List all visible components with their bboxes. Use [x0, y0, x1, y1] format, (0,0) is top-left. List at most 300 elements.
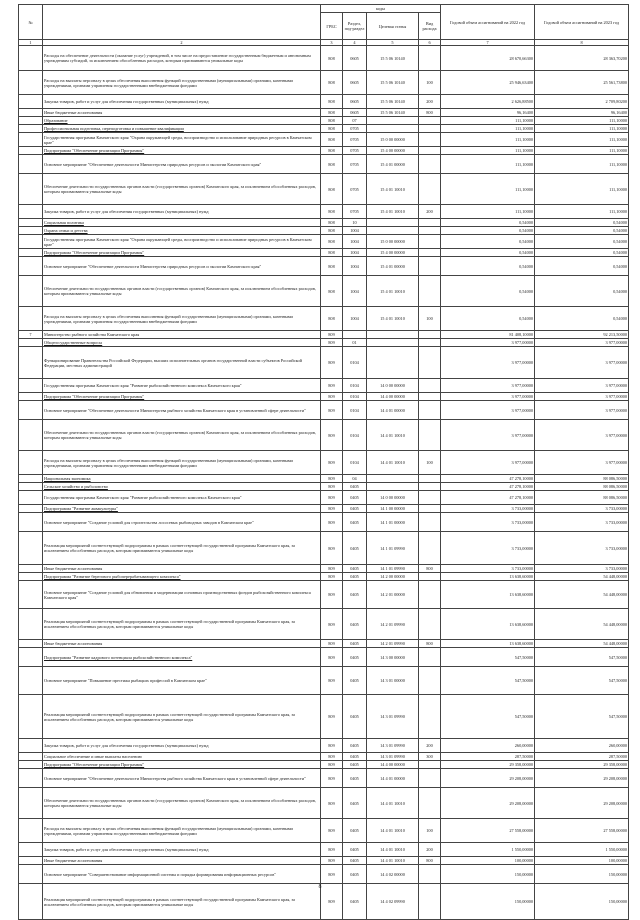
table-row	[19, 379, 629, 393]
row-vid-cell	[419, 117, 441, 125]
row-vid-cell	[419, 393, 441, 401]
table-row	[19, 276, 629, 307]
row-target-cell: 14 1 00 00000	[367, 505, 419, 513]
table-row	[19, 451, 629, 475]
row-razdel-cell: 1004	[343, 235, 367, 249]
table-row	[19, 133, 629, 147]
header-amount-2023: Годовой объем ассигнований на 2023 год	[535, 5, 629, 40]
row-vid-cell: 300	[419, 753, 441, 761]
table-row	[19, 125, 629, 133]
row-amount-2023-cell: 54 448,00000	[535, 609, 629, 640]
row-amount-2023-cell: 0,54000	[535, 219, 629, 227]
row-number-cell	[19, 667, 43, 695]
row-razdel-cell: 0405	[343, 581, 367, 609]
row-amount-2023-cell: 28 363,70200	[535, 46, 629, 71]
row-number-cell	[19, 109, 43, 117]
row-razdel-cell: 0405	[343, 739, 367, 753]
row-razdel-cell: 0104	[343, 401, 367, 420]
table-row	[19, 581, 629, 609]
row-amount-2022-cell: 81 408,10000	[441, 331, 535, 339]
index-cell: 5	[367, 40, 419, 46]
index-cell: 3	[321, 40, 343, 46]
row-vid-cell: 100	[419, 71, 441, 95]
row-name-cell: Подпрограмма "Развитие кадрового потенциала рыбохозяйственного комплекса"	[43, 648, 321, 667]
row-amount-2022-cell: 3 977,00000	[441, 401, 535, 420]
table-row	[19, 331, 629, 339]
table-row	[19, 249, 629, 257]
row-amount-2023-cell: 111,10000	[535, 174, 629, 205]
row-grbs-cell: 809	[321, 648, 343, 667]
row-vid-cell: 800	[419, 565, 441, 573]
index-cell: 1	[19, 40, 43, 46]
table-row	[19, 769, 629, 788]
row-grbs-cell: 809	[321, 843, 343, 857]
row-grbs-cell: 808	[321, 133, 343, 147]
row-target-cell	[367, 117, 419, 125]
row-amount-2022-cell: 47 278,10000	[441, 483, 535, 491]
row-amount-2023-cell: 111,10000	[535, 117, 629, 125]
table-row	[19, 117, 629, 125]
row-razdel-cell: 1004	[343, 257, 367, 276]
row-vid-cell	[419, 227, 441, 235]
row-vid-cell: 200	[419, 739, 441, 753]
row-amount-2023-cell: 287,50000	[535, 753, 629, 761]
row-vid-cell: 100	[419, 819, 441, 843]
row-name-cell: Закупка товаров, работ и услуг для обеспечения государственных (муниципальных) нужд	[43, 205, 321, 219]
row-grbs-cell: 808	[321, 46, 343, 71]
row-vid-cell	[419, 483, 441, 491]
row-name-cell: Образование	[43, 117, 321, 125]
table-row	[19, 339, 629, 347]
row-number-cell	[19, 420, 43, 451]
row-amount-2022-cell: 96,16400	[441, 109, 535, 117]
row-number-cell	[19, 573, 43, 581]
row-amount-2022-cell: 13 638,60000	[441, 573, 535, 581]
row-amount-2023-cell: 0,54000	[535, 227, 629, 235]
row-name-cell: Закупка товаров, работ и услуг для обеспечения государственных (муниципальных) нужд	[43, 739, 321, 753]
row-number-cell	[19, 581, 43, 609]
row-grbs-cell: 808	[321, 125, 343, 133]
row-target-cell: 14 1 01 09990	[367, 532, 419, 565]
row-amount-2023-cell: 88 086,50000	[535, 475, 629, 483]
row-number-cell	[19, 640, 43, 648]
row-grbs-cell: 809	[321, 420, 343, 451]
row-razdel-cell: 0405	[343, 532, 367, 565]
row-target-cell: 14 4 02 09990	[367, 884, 419, 920]
row-razdel-cell: 0405	[343, 788, 367, 819]
row-amount-2022-cell: 13 638,60000	[441, 609, 535, 640]
row-number-cell	[19, 257, 43, 276]
row-target-cell: 14 4 01 10010	[367, 788, 419, 819]
row-vid-cell	[419, 249, 441, 257]
row-vid-cell	[419, 155, 441, 174]
row-amount-2023-cell: 0,54000	[535, 235, 629, 249]
row-grbs-cell: 809	[321, 347, 343, 379]
row-amount-2023-cell: 96,16400	[535, 109, 629, 117]
row-amount-2022-cell: 111,10000	[441, 174, 535, 205]
row-name-cell: Иные бюджетные ассигнования	[43, 857, 321, 865]
row-target-cell: 15 4 01 00000	[367, 257, 419, 276]
row-amount-2022-cell: 111,10000	[441, 117, 535, 125]
table-row	[19, 147, 629, 155]
table-row	[19, 257, 629, 276]
row-target-cell: 15 5 06 10140	[367, 46, 419, 71]
header-amount-2022: Годовой объем ассигнований на 2022 год	[441, 5, 535, 40]
row-name-cell: Основное мероприятие "Повышение престижа рыбацких профессий в Камчатском крае"	[43, 667, 321, 695]
row-amount-2022-cell: 1 550,00000	[441, 843, 535, 857]
row-amount-2023-cell: 29 358,00000	[535, 761, 629, 769]
row-razdel-cell: 0405	[343, 884, 367, 920]
row-target-cell: 14 4 01 10010	[367, 420, 419, 451]
row-amount-2023-cell: 111,10000	[535, 133, 629, 147]
row-razdel-cell: 1004	[343, 307, 367, 331]
row-amount-2023-cell: 54 448,00000	[535, 581, 629, 609]
row-amount-2023-cell: 3 977,00000	[535, 347, 629, 379]
row-number-cell	[19, 695, 43, 739]
row-razdel-cell: 0705	[343, 174, 367, 205]
row-target-cell: 15 4 01 10010	[367, 174, 419, 205]
row-target-cell: 15 5 06 10140	[367, 109, 419, 117]
row-name-cell: Подпрограмма "Развитие берегового рыбоперерабатывающего комплекса"	[43, 573, 321, 581]
row-grbs-cell: 809	[321, 865, 343, 884]
table-row	[19, 491, 629, 505]
row-number-cell	[19, 475, 43, 483]
row-name-cell: Расходы на выплаты персоналу в целях обеспечения выполнения функций государственными (муниципальными) органами, казенными учреждениями, органами управления государственными внебюджетными фондами	[43, 71, 321, 95]
table-row	[19, 753, 629, 761]
row-target-cell: 14 0 00 00000	[367, 491, 419, 505]
row-name-cell: Иные бюджетные ассигнования	[43, 109, 321, 117]
row-target-cell: 14 4 00 00000	[367, 761, 419, 769]
row-amount-2023-cell: 3 733,00000	[535, 505, 629, 513]
row-number-cell	[19, 205, 43, 219]
row-razdel-cell: 0405	[343, 513, 367, 532]
row-vid-cell	[419, 532, 441, 565]
table-row	[19, 505, 629, 513]
row-name-cell: Иные бюджетные ассигнования	[43, 565, 321, 573]
row-number-cell	[19, 819, 43, 843]
table-row	[19, 532, 629, 565]
row-razdel-cell: 0405	[343, 609, 367, 640]
row-name-cell: Реализация мероприятий соответствующей подпрограммы в рамках соответствующей государственной программы Камчатского края, за исключением обособленных расходов, которым присваиваются уникальные коды	[43, 532, 321, 565]
row-grbs-cell: 809	[321, 331, 343, 339]
row-grbs-cell: 808	[321, 257, 343, 276]
table-row	[19, 483, 629, 491]
row-razdel-cell: 0405	[343, 761, 367, 769]
row-amount-2023-cell: 27 558,00000	[535, 819, 629, 843]
row-razdel-cell: 07	[343, 117, 367, 125]
row-vid-cell	[419, 695, 441, 739]
row-name-cell: Подпрограмма "Обеспечение реализации Программы"	[43, 393, 321, 401]
row-grbs-cell: 809	[321, 379, 343, 393]
row-amount-2023-cell: 0,54000	[535, 249, 629, 257]
row-vid-cell	[419, 648, 441, 667]
row-amount-2022-cell: 3 733,00000	[441, 565, 535, 573]
row-target-cell	[367, 483, 419, 491]
header-codes: коды	[321, 5, 441, 13]
table-row	[19, 235, 629, 249]
row-number-cell	[19, 347, 43, 379]
row-amount-2022-cell: 111,10000	[441, 147, 535, 155]
row-razdel-cell: 0405	[343, 753, 367, 761]
row-name-cell: Обеспечение деятельности государственных органов власти (государственных органов) Камчатского края, за исключением обособленных расходов, которым присваиваются уникальные коды	[43, 276, 321, 307]
row-amount-2023-cell: 3 733,00000	[535, 532, 629, 565]
row-razdel-cell: 0405	[343, 565, 367, 573]
row-name-cell: Реализация мероприятий соответствующей подпрограммы в рамках соответствующей государственной программы Камчатского края, за исключением обособленных расходов, которым присваиваются уникальные коды	[43, 884, 321, 920]
table-row	[19, 46, 629, 71]
header-razdel: Раздел, под-раздел	[343, 13, 367, 40]
row-grbs-cell: 809	[321, 451, 343, 475]
row-grbs-cell: 808	[321, 249, 343, 257]
row-target-cell	[367, 475, 419, 483]
row-target-cell: 14 2 01 00000	[367, 581, 419, 609]
row-grbs-cell: 809	[321, 513, 343, 532]
row-razdel-cell: 0605	[343, 46, 367, 71]
row-grbs-cell: 809	[321, 581, 343, 609]
row-grbs-cell: 808	[321, 235, 343, 249]
row-grbs-cell: 808	[321, 276, 343, 307]
row-name-cell: Расходы на выплаты персоналу в целях обеспечения выполнения функций государственными (муниципальными) органами, казенными учреждениями, органами управления государственными внебюджетными фондами	[43, 307, 321, 331]
row-grbs-cell: 809	[321, 788, 343, 819]
row-vid-cell	[419, 401, 441, 420]
row-amount-2022-cell: 111,10000	[441, 133, 535, 147]
row-name-cell: Иные бюджетные ассигнования	[43, 640, 321, 648]
row-name-cell: Подпрограмма "Развитие аквакультуры"	[43, 505, 321, 513]
row-grbs-cell: 809	[321, 667, 343, 695]
row-number-cell	[19, 483, 43, 491]
row-target-cell	[367, 125, 419, 133]
row-amount-2023-cell: 150,00000	[535, 884, 629, 920]
row-number-cell	[19, 117, 43, 125]
row-amount-2022-cell: 3 977,00000	[441, 379, 535, 393]
row-razdel-cell: 0605	[343, 95, 367, 109]
row-amount-2023-cell: 3 733,00000	[535, 513, 629, 532]
row-razdel-cell: 0405	[343, 573, 367, 581]
row-name-cell: Основное мероприятие "Обеспечение деятельности Министерства природных ресурсов и экологии Камчатского края"	[43, 155, 321, 174]
row-amount-2022-cell: 29 208,00000	[441, 769, 535, 788]
row-grbs-cell: 809	[321, 640, 343, 648]
row-target-cell	[367, 227, 419, 235]
row-target-cell	[367, 339, 419, 347]
row-name-cell: Министерство рыбного хозяйства Камчатского края	[43, 331, 321, 339]
row-vid-cell	[419, 609, 441, 640]
row-amount-2022-cell: 150,00000	[441, 884, 535, 920]
table-row	[19, 174, 629, 205]
row-amount-2023-cell: 111,10000	[535, 155, 629, 174]
row-amount-2022-cell: 547,50000	[441, 667, 535, 695]
row-number-cell	[19, 174, 43, 205]
row-name-cell: Государственная программа Камчатского края "Охрана окружающей среды, воспроизводство и использование природных ресурсов в Камчатском крае"	[43, 133, 321, 147]
row-name-cell: Закупка товаров, работ и услуг для обеспечения государственных (муниципальных) нужд	[43, 95, 321, 109]
row-target-cell	[367, 219, 419, 227]
row-razdel-cell: 0405	[343, 648, 367, 667]
row-amount-2023-cell: 29 208,00000	[535, 769, 629, 788]
row-amount-2023-cell: 3 733,00000	[535, 565, 629, 573]
row-grbs-cell: 809	[321, 339, 343, 347]
header-grbs: ГРБС	[321, 13, 343, 40]
row-amount-2022-cell: 260,00000	[441, 739, 535, 753]
row-vid-cell	[419, 420, 441, 451]
row-target-cell: 15 5 06 10140	[367, 95, 419, 109]
row-amount-2023-cell: 150,00000	[535, 865, 629, 884]
row-number-cell	[19, 769, 43, 788]
row-amount-2022-cell: 0,54000	[441, 249, 535, 257]
row-target-cell: 14 3 01 09990	[367, 739, 419, 753]
row-vid-cell	[419, 769, 441, 788]
row-number-cell	[19, 451, 43, 475]
row-amount-2022-cell: 25 946,63400	[441, 71, 535, 95]
row-vid-cell	[419, 581, 441, 609]
row-name-cell: Обеспечение деятельности государственных органов власти (государственных органов) Камчатского края, за исключением обособленных расходов, которым присваиваются уникальные коды	[43, 420, 321, 451]
row-vid-cell	[419, 174, 441, 205]
row-target-cell: 14 1 01 00000	[367, 513, 419, 532]
row-amount-2022-cell: 3 977,00000	[441, 347, 535, 379]
row-amount-2022-cell: 111,10000	[441, 125, 535, 133]
row-grbs-cell: 808	[321, 155, 343, 174]
row-number-cell: 7	[19, 331, 43, 339]
row-target-cell: 14 2 00 00000	[367, 573, 419, 581]
row-amount-2022-cell: 111,10000	[441, 155, 535, 174]
row-target-cell: 15 4 00 00000	[367, 249, 419, 257]
row-vid-cell	[419, 235, 441, 249]
budget-table-sheet	[18, 4, 628, 920]
row-amount-2023-cell: 0,54000	[535, 307, 629, 331]
row-amount-2022-cell: 28 670,66300	[441, 46, 535, 71]
row-amount-2022-cell: 0,54000	[441, 227, 535, 235]
table-row	[19, 513, 629, 532]
row-target-cell: 15 0 00 00000	[367, 235, 419, 249]
header-number: №	[19, 5, 43, 40]
row-amount-2023-cell: 1 550,00000	[535, 843, 629, 857]
table-row	[19, 573, 629, 581]
row-number-cell	[19, 393, 43, 401]
row-amount-2023-cell: 100,00000	[535, 857, 629, 865]
row-name-cell: Общегосударственные вопросы	[43, 339, 321, 347]
row-target-cell: 14 3 01 09990	[367, 695, 419, 739]
row-number-cell	[19, 307, 43, 331]
row-grbs-cell: 809	[321, 739, 343, 753]
row-target-cell: 14 4 01 00000	[367, 401, 419, 420]
row-number-cell	[19, 379, 43, 393]
row-razdel-cell: 0405	[343, 865, 367, 884]
row-number-cell	[19, 513, 43, 532]
row-grbs-cell: 809	[321, 609, 343, 640]
row-number-cell	[19, 219, 43, 227]
row-razdel-cell: 0705	[343, 205, 367, 219]
row-vid-cell	[419, 865, 441, 884]
row-amount-2023-cell: 29 208,00000	[535, 788, 629, 819]
row-vid-cell	[419, 276, 441, 307]
row-amount-2022-cell: 2 626,88500	[441, 95, 535, 109]
row-vid-cell	[419, 147, 441, 155]
row-razdel-cell: 1004	[343, 227, 367, 235]
row-vid-cell	[419, 667, 441, 695]
row-number-cell	[19, 761, 43, 769]
row-amount-2023-cell: 3 977,00000	[535, 339, 629, 347]
row-amount-2023-cell: 111,10000	[535, 147, 629, 155]
row-amount-2022-cell: 0,54000	[441, 276, 535, 307]
row-vid-cell	[419, 133, 441, 147]
table-row	[19, 95, 629, 109]
row-vid-cell: 800	[419, 640, 441, 648]
row-razdel-cell: 0705	[343, 147, 367, 155]
row-target-cell: 14 2 01 09990	[367, 609, 419, 640]
row-name-cell: Расходы на выплаты персоналу в целях обеспечения выполнения функций государственными (муниципальными) органами, казенными учреждениями, органами управления государственными внебюджетными фондами	[43, 451, 321, 475]
row-number-cell	[19, 565, 43, 573]
row-vid-cell: 800	[419, 857, 441, 865]
row-target-cell	[367, 347, 419, 379]
row-razdel-cell	[343, 331, 367, 339]
row-target-cell: 14 2 01 09990	[367, 640, 419, 648]
row-razdel-cell: 0405	[343, 819, 367, 843]
row-amount-2023-cell: 88 086,50000	[535, 491, 629, 505]
row-target-cell: 14 4 01 10010	[367, 843, 419, 857]
row-name-cell: Подпрограмма "Обеспечение реализации Программы"	[43, 249, 321, 257]
row-name-cell: Основное мероприятие "Создание условий для обновления и модернизации основных производственных фондов рыбохозяйственного комплекса Камчатского края"	[43, 581, 321, 609]
row-target-cell: 14 4 01 00000	[367, 769, 419, 788]
row-grbs-cell: 808	[321, 147, 343, 155]
row-amount-2023-cell: 3 977,00000	[535, 379, 629, 393]
table-row	[19, 857, 629, 865]
row-vid-cell	[419, 125, 441, 133]
row-razdel-cell: 0405	[343, 695, 367, 739]
budget-table	[18, 4, 629, 920]
row-razdel-cell: 0104	[343, 393, 367, 401]
row-grbs-cell: 809	[321, 505, 343, 513]
row-grbs-cell: 809	[321, 884, 343, 920]
row-name-cell: Государственная программа Камчатского края "Развитие рыбохозяйственного комплекса Камчатского края"	[43, 379, 321, 393]
row-number-cell	[19, 46, 43, 71]
row-amount-2022-cell: 150,00000	[441, 865, 535, 884]
table-row	[19, 307, 629, 331]
row-razdel-cell: 0104	[343, 379, 367, 393]
row-grbs-cell: 808	[321, 95, 343, 109]
row-name-cell: Основное мероприятие "Обеспечение деятельности Министерства рыбного хозяйства Камчатского края в установленной сфере деятельности"	[43, 769, 321, 788]
row-vid-cell	[419, 379, 441, 393]
row-number-cell	[19, 739, 43, 753]
row-number-cell	[19, 95, 43, 109]
row-number-cell	[19, 249, 43, 257]
row-number-cell	[19, 609, 43, 640]
row-target-cell: 14 4 00 00000	[367, 393, 419, 401]
row-razdel-cell: 0405	[343, 483, 367, 491]
row-amount-2023-cell: 547,50000	[535, 667, 629, 695]
row-grbs-cell: 809	[321, 565, 343, 573]
budget-rows	[19, 46, 629, 920]
row-grbs-cell: 809	[321, 761, 343, 769]
row-grbs-cell: 809	[321, 483, 343, 491]
row-amount-2023-cell: 547,50000	[535, 648, 629, 667]
row-razdel-cell: 0405	[343, 843, 367, 857]
row-amount-2023-cell: 54 448,00000	[535, 640, 629, 648]
header-vid: Вид расхода	[419, 13, 441, 40]
row-name-cell: Функционирование Правительства Российской Федерации, высших исполнительных органов государственной власти субъектов Российской Федерации, местных администраций	[43, 347, 321, 379]
row-razdel-cell: 0405	[343, 505, 367, 513]
row-number-cell	[19, 155, 43, 174]
row-amount-2023-cell: 3 977,00000	[535, 401, 629, 420]
row-vid-cell	[419, 339, 441, 347]
row-number-cell	[19, 401, 43, 420]
row-target-cell: 15 4 01 10010	[367, 307, 419, 331]
row-target-cell: 15 0 00 00000	[367, 133, 419, 147]
row-name-cell: Основное мероприятие "Обеспечение деятельности Министерства рыбного хозяйства Камчатского края в установленной сфере деятельности"	[43, 401, 321, 420]
row-name-cell: Охрана семьи и детства	[43, 227, 321, 235]
row-amount-2023-cell: 111,10000	[535, 205, 629, 219]
row-name-cell: Основное мероприятие "Обеспечение деятельности Министерства природных ресурсов и экологии Камчатского края"	[43, 257, 321, 276]
row-name-cell: Государственная программа Камчатского края "Развитие рыбохозяйственного комплекса Камчатского края"	[43, 491, 321, 505]
row-razdel-cell: 0405	[343, 640, 367, 648]
row-amount-2022-cell: 0,54000	[441, 257, 535, 276]
row-target-cell: 15 4 01 10010	[367, 276, 419, 307]
